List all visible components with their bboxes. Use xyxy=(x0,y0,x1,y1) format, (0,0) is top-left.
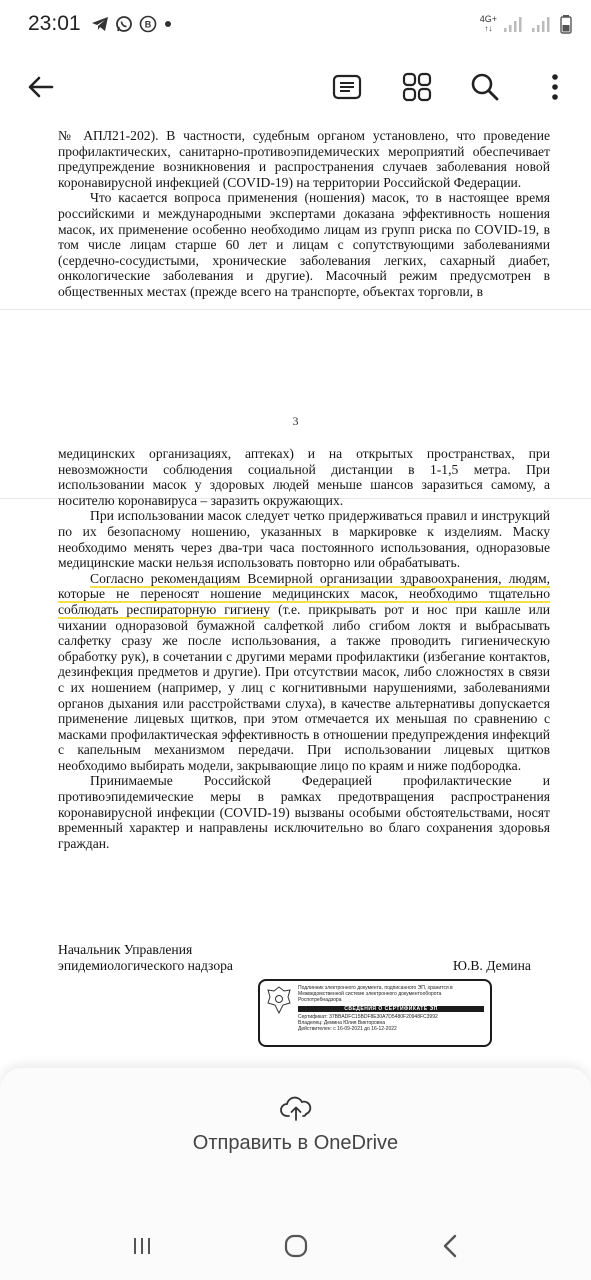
stamp-certificate: Сертификат: 37BBADFC15BDF8E30A7D5480F20948FC3992 xyxy=(298,1014,438,1020)
signer-name: Ю.В. Демина xyxy=(453,958,531,973)
recents-icon xyxy=(132,1236,152,1256)
recents-button[interactable] xyxy=(122,1228,162,1264)
whatsapp-icon xyxy=(115,15,133,33)
viewer-toolbar xyxy=(0,56,591,118)
dot-icon xyxy=(163,19,173,29)
home-icon xyxy=(284,1234,308,1258)
share-sheet xyxy=(0,1068,591,1214)
stamp-owner: Владелец: Демина Юлия Викторовна xyxy=(298,1020,386,1026)
grid-view-icon xyxy=(402,72,432,102)
stamp-validity: Действителен: с 16-09-2021 до 16-12-2022 xyxy=(298,1026,397,1032)
signature-stamp xyxy=(258,979,492,1047)
network-type: 4G+ xyxy=(479,14,497,24)
page-3-text xyxy=(58,446,550,851)
paragraph-rest: (т.е. прикрывать рот и нос при кашле или чихании одноразовой бумажной салфеткой либо сгибом локтя и выбрасывать салфетку сразу же после использования, а также проводить гигиеническую обработку рук), в сочетании с другими мерами профилактики (избегание контактов, дезинфекция предметов и другие). При отсутствии масок, либо сложностях в связи с их ношением (например, у лиц с когнитивными нарушениями, заболеваниями органов дыхания или расстройствами слуха), в качестве альтернативы допускается применение лицевых щитков, при этом отмечается их меньшая по сравнению с масками профилактическая эффективность в отношении предупреждения инфекций с капельным механизмом передачи. При использовании лицевых щитков необходимо выбирать модели, закрывающие лицо по краям и ниже подбородка. xyxy=(58,601,551,773)
onedrive-button[interactable] xyxy=(0,1096,591,1186)
more-options-button[interactable] xyxy=(533,65,577,109)
signer-title-line: эпидемиологического надзора xyxy=(58,958,233,973)
paragraph: Принимаемые Российской Федерацией профилактические и противоэпидемические меры в рамках предотвращения распространения коронавирусной инфекции (COVID-19) вызваны особыми обстоятельствами, носят временный характер и направлены исключительно во благо сохранения здоровья граждан. xyxy=(58,773,550,851)
network-indicator: 4G+ ↑↓ xyxy=(479,14,497,33)
emblem-icon xyxy=(266,985,292,1015)
onedrive-label: Отправить в OneDrive xyxy=(192,1132,399,1154)
text-view-icon xyxy=(332,74,362,100)
back-button[interactable] xyxy=(18,65,62,109)
paragraph: медицинских организациях, аптеках) и на открытых пространствах, при невозможности соблюдения социальной дистанции в 1-1,5 метра. При использовании масок у здоровых людей меньше шансов заразиться самому, а носителю коронавируса – заразить окружающих. xyxy=(58,446,550,508)
page-number: 3 xyxy=(292,414,299,428)
status-bar xyxy=(0,0,591,48)
home-button[interactable] xyxy=(276,1228,316,1264)
status-time: 23:01 xyxy=(28,12,81,35)
paragraph: При использовании масок следует четко придерживаться правил и инструкций по их безопасному ношению, указанных в маркировке к изделиям. Маску необходимо менять через два-три часа постоянного использования, одноразовые медицинские маски нельзя использовать повторно или обрабатывать. xyxy=(58,508,550,571)
paragraph: № АПЛ21-202). В частности, судебным органом установлено, что проведение профилактических, санитарно-противоэпидемических мероприятий обеспечивает предупреждение возникновения и распространения случаев заболевания новой коронавирусной инфекцией (COVID-19) на территории Российской Федерации. xyxy=(58,128,550,190)
svg-text:B: B xyxy=(144,19,151,30)
text-view-button[interactable] xyxy=(325,65,369,109)
back-arrow-icon xyxy=(26,75,54,99)
search-button[interactable] xyxy=(463,65,507,109)
status-indicators xyxy=(480,14,573,34)
cloud-upload-icon xyxy=(280,1096,312,1122)
back-nav-button[interactable] xyxy=(430,1228,470,1264)
notification-icons xyxy=(91,15,173,33)
signal-icon-2 xyxy=(531,15,553,33)
more-vertical-icon xyxy=(551,73,559,101)
document-viewer[interactable] xyxy=(0,124,591,1069)
vk-icon xyxy=(139,15,157,33)
paragraph-highlighted xyxy=(58,571,550,774)
grid-view-button[interactable] xyxy=(395,65,439,109)
signal-icon xyxy=(503,15,525,33)
paragraph: Что касается вопроса применения (ношения) масок, то в настоящее время российскими и международными экспертами доказана эффективность ношения масок, их применение особенно необходимо лицам из групп риска по COVID-19, в том числе лицам старше 60 лет и лицам с сопутствующими заболеваниями (сердечно-сосудистыми, хронические заболевания легких, сахарный диабет, онкологические заболевания и другие). Масочный режим предусмотрен в общественных местах (прежде всего на транспорте, объектах торговли, в xyxy=(58,190,550,299)
system-nav-bar xyxy=(0,1214,591,1280)
page-2-text xyxy=(58,128,550,300)
back-nav-icon xyxy=(442,1234,458,1258)
signer-title xyxy=(58,942,233,974)
signer-title-line: Начальник Управления xyxy=(58,942,193,957)
telegram-icon xyxy=(91,16,109,32)
stamp-bar: СВЕДЕНИЯ О СЕРТИФИКАТЕ ЭП xyxy=(298,1006,484,1012)
stamp-header: Подлинник электронного документа, подписанного ЭП, хранится в Межведомственной системе электронного документооборота Роспотребнадзора xyxy=(298,985,453,1003)
search-icon xyxy=(470,72,500,102)
battery-icon xyxy=(559,14,573,34)
highlighted-text: Согласно рекомендациям Всемирной организации здравоохранения, людям, которые не переносят ношение медицинских масок, необходимо тщательно соблюдать респираторную гигиену xyxy=(58,570,550,617)
